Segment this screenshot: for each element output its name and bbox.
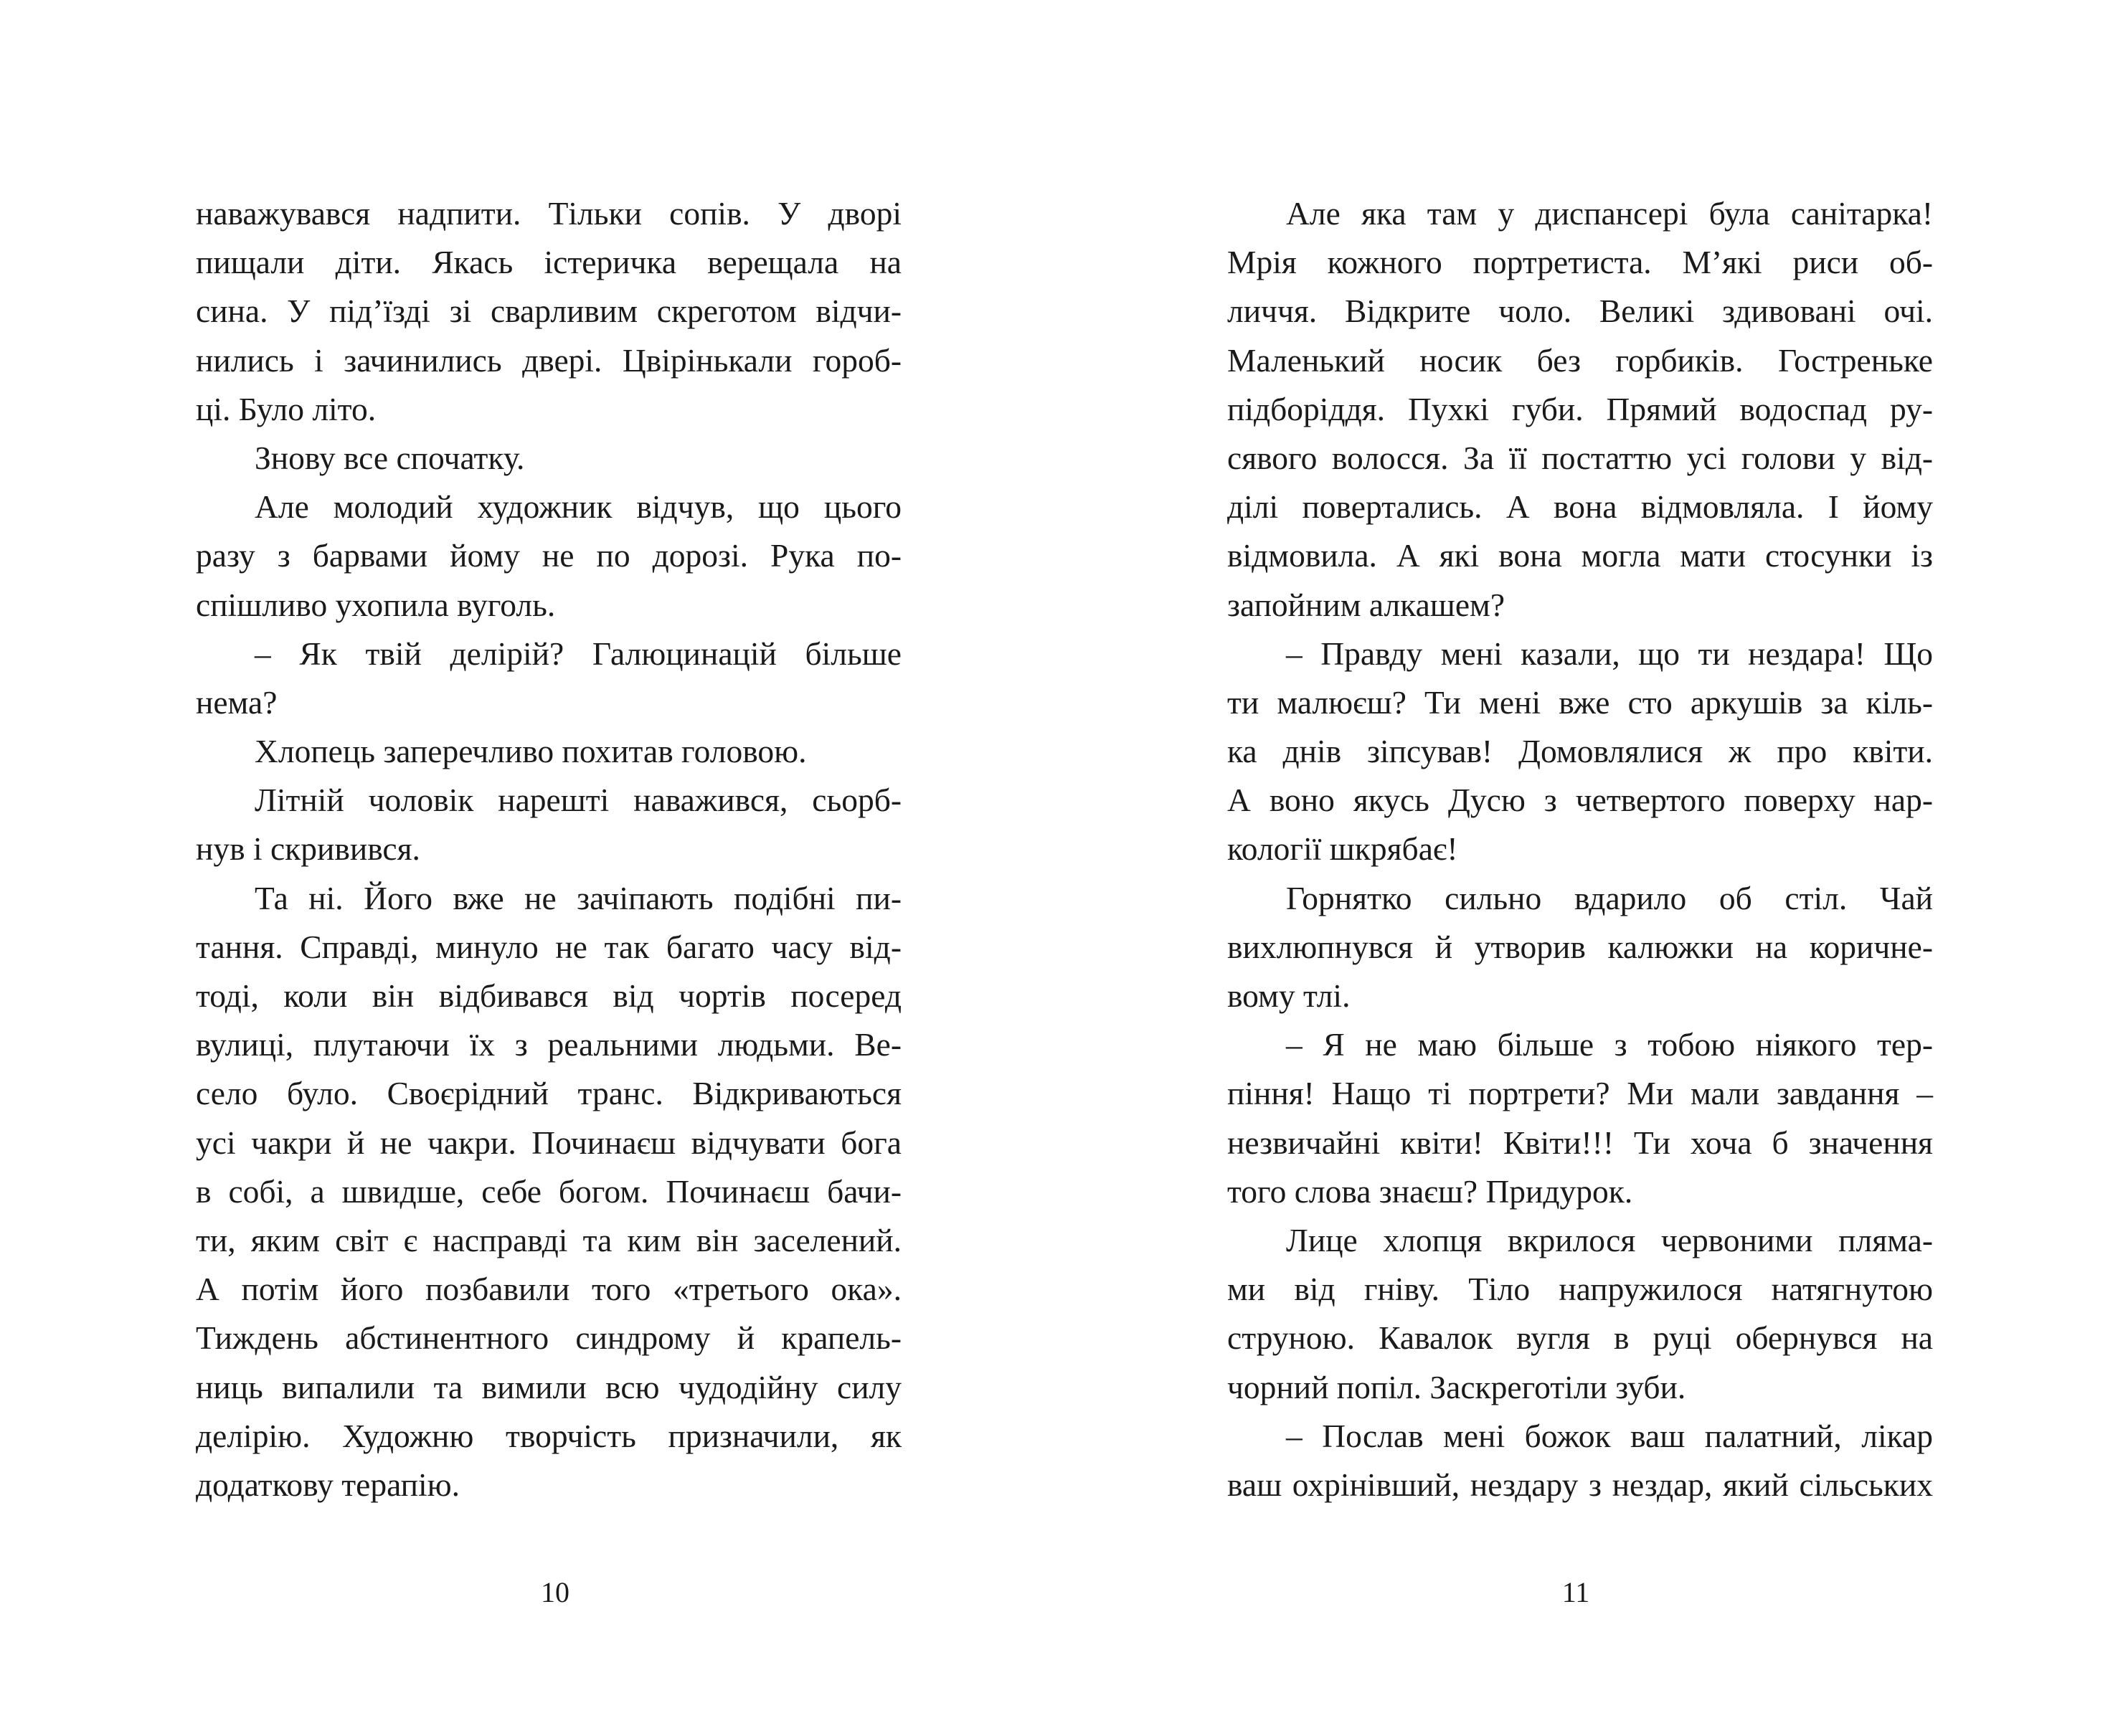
text-line: Хлопець заперечливо похитав головою. <box>255 733 807 770</box>
text-line: наважувався надпити. Тільки сопів. У дворі <box>196 195 902 232</box>
text-line: додаткову терапію. <box>196 1466 460 1503</box>
text-line: Але яка там у диспансері була санітарка! <box>1286 195 1933 232</box>
text-line: тоді, коли він відбивався від чортів посеред <box>196 977 902 1014</box>
text-line: Але молодий художник відчув, що цього <box>255 488 902 526</box>
text-line: делірію. Художню творчість призначили, як <box>196 1417 902 1454</box>
text-line: Літній чоловік нарешті наважився, сьорб- <box>255 782 902 819</box>
text-line: ці. Було літо. <box>196 390 377 427</box>
text-line: ти малюєш? Ти мені вже сто аркушів за кіль- <box>1227 683 1933 721</box>
text-line: в собі, а швидше, себе богом. Починаєш бачи- <box>196 1172 902 1210</box>
text-line: запойним алкашем? <box>1227 586 1505 623</box>
text-line: кології шкрябає! <box>1227 830 1458 868</box>
page-number-left: 10 <box>541 1576 569 1608</box>
text-line: вулиці, плутаючи їх з реальними людьми. Ве- <box>196 1026 902 1063</box>
text-line: нились і зачинились двері. Цвірінькали гороб- <box>196 341 902 379</box>
text-line: тання. Справді, минуло не так багато часу від- <box>196 928 902 965</box>
text-line: спішливо ухопила вуголь. <box>196 586 556 623</box>
text-line: село було. Своєрідний транс. Відкриваються <box>196 1075 902 1112</box>
text-line: вихлюпнувся й утворив калюжки на коричне- <box>1227 928 1933 965</box>
text-line: Маленький носик без горбиків. Гостреньке <box>1227 341 1933 379</box>
text-line: усі чакри й не чакри. Починаєш відчувати бога <box>196 1124 902 1161</box>
text-line: Тиждень абстинентного синдрому й крапель- <box>196 1319 902 1357</box>
text-line: пищали діти. Якась істеричка верещала на <box>196 244 902 281</box>
text-line: А потім його позбавили того «третього ока». <box>196 1271 902 1308</box>
text-line: – Я не маю більше з тобою ніякого тер- <box>1286 1026 1933 1063</box>
text-line: – Правду мені казали, що ти нездара! Що <box>1286 635 1933 672</box>
text-line: чорний попіл. Заскреготіли зуби. <box>1227 1368 1686 1405</box>
left-page <box>196 189 902 1509</box>
text-line: Мрія кожного портретиста. М’які риси об- <box>1227 244 1933 281</box>
text-line: сявого волосся. За її постаттю усі голови у від- <box>1227 439 1933 476</box>
text-line: ваш охрінівший, нездару з нездар, який сільських <box>1227 1466 1933 1503</box>
text-line: відмовила. А які вона могла мати стосунки із <box>1227 537 1933 574</box>
text-line: Знову все спочатку. <box>255 439 525 476</box>
text-line: ти, яким світ є насправді та ким він заселений. <box>196 1221 902 1258</box>
text-line: разу з барвами йому не по дорозі. Рука по- <box>196 537 902 574</box>
text-line: Горнятко сильно вдарило об стіл. Чай <box>1286 879 1933 916</box>
text-line: – Як твій делірій? Галюцинацій більше <box>255 635 902 672</box>
text-line: Лице хлопця вкрилося червоними пляма- <box>1286 1221 1933 1258</box>
text-line: того слова знаєш? Придурок. <box>1227 1172 1633 1210</box>
text-line: ми від гніву. Тіло напружилося натягнутою <box>1227 1271 1933 1308</box>
text-line: ділі повертались. А вона відмовляла. І йому <box>1227 488 1933 526</box>
text-line: незвичайні квіти! Квіти!!! Ти хоча б значення <box>1227 1124 1933 1161</box>
text-line: Та ні. Його вже не зачіпають подібні пи- <box>255 879 902 916</box>
right-page <box>1227 189 1933 1509</box>
text-line: струною. Кавалок вугля в руці обернувся на <box>1227 1319 1933 1357</box>
text-line: підборіддя. Пухкі губи. Прямий водоспад ру- <box>1227 390 1933 427</box>
text-line: нув і скривився. <box>196 830 420 868</box>
text-line: вому тлі. <box>1227 977 1351 1014</box>
text-line: А воно якусь Дусю з четвертого поверху нар- <box>1227 782 1933 819</box>
text-line: нема? <box>196 683 278 721</box>
text-line: піння! Нащо ті портрети? Ми мали завдання – <box>1227 1075 1933 1112</box>
page-number-right: 11 <box>1561 1576 1590 1608</box>
text-line: ка днів зіпсував! Домовлялися ж про квіти. <box>1227 733 1933 770</box>
text-line: – Послав мені божок ваш палатний, лікар <box>1286 1417 1933 1454</box>
text-line: сина. У під’їзді зі сварливим скреготом відчи- <box>196 293 902 330</box>
text-line: личчя. Відкрите чоло. Великі здивовані очі. <box>1227 293 1933 330</box>
text-line: ниць випалили та вимили всю чудодійну силу <box>196 1368 902 1405</box>
